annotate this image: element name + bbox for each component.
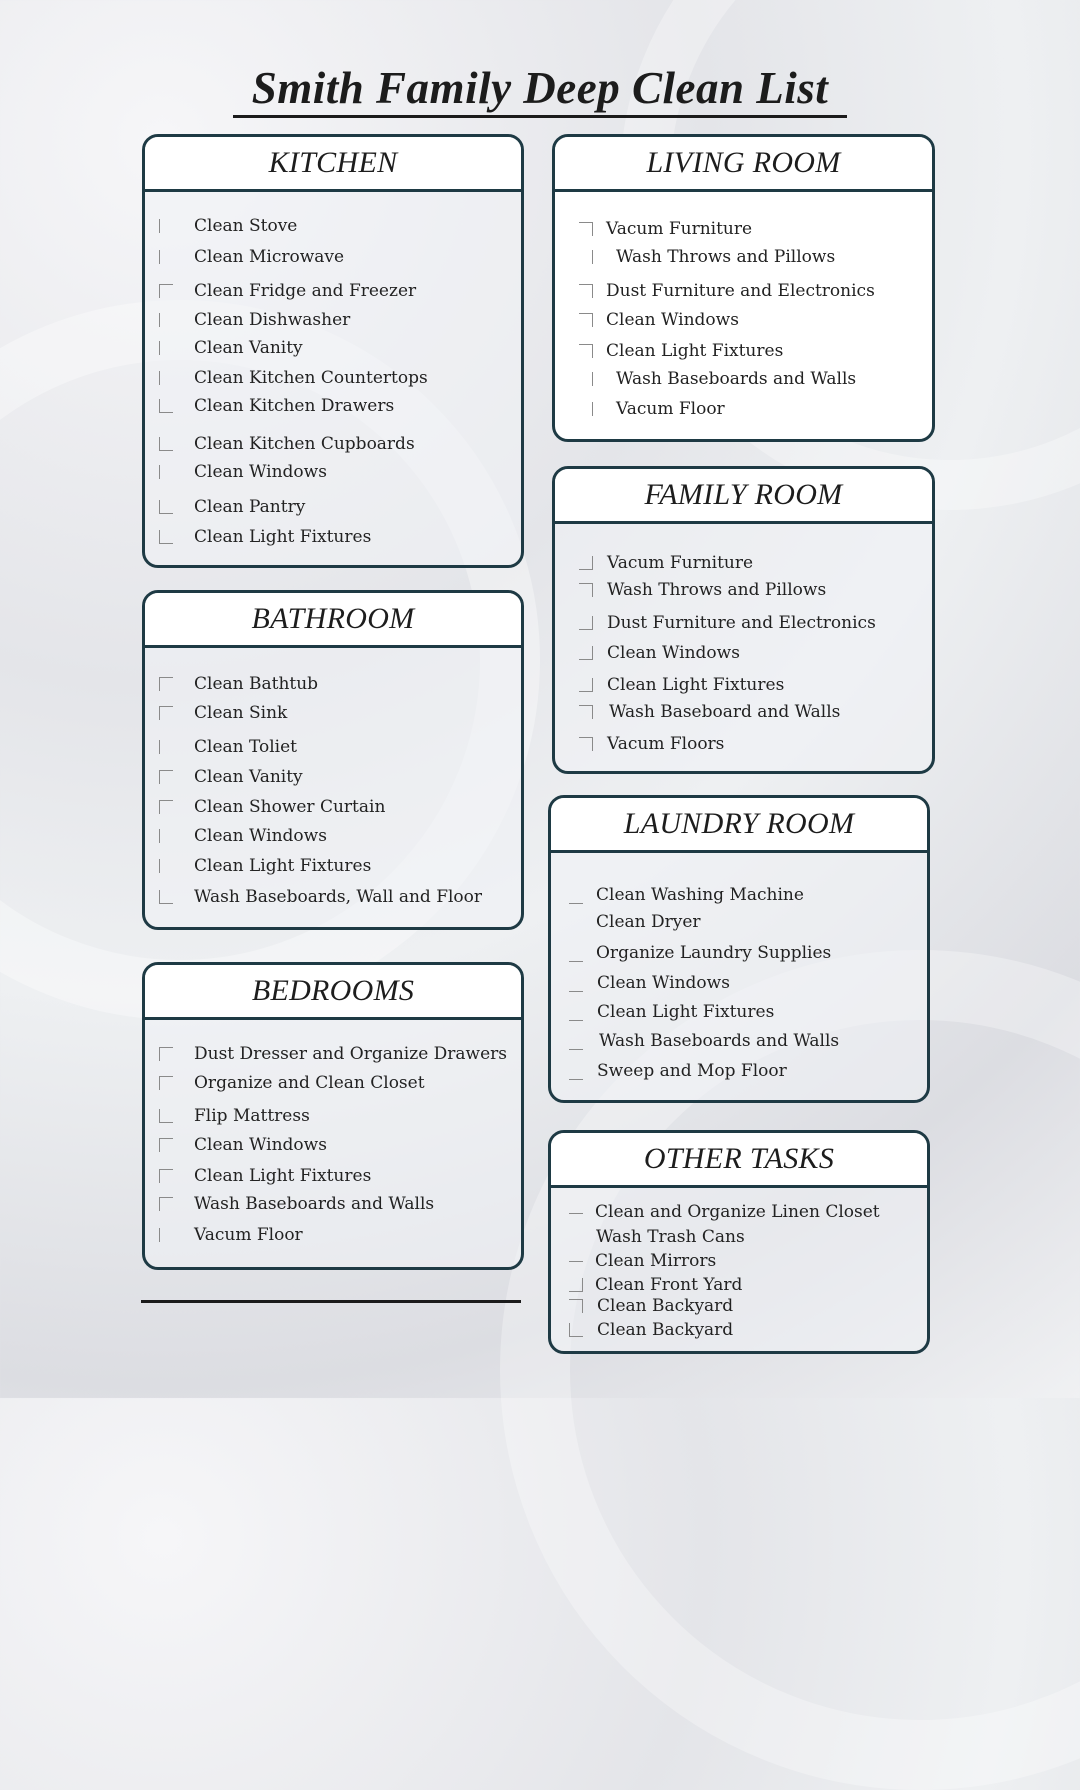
checkbox[interactable] (579, 737, 593, 751)
checkbox[interactable] (579, 583, 593, 597)
checkbox[interactable] (159, 437, 173, 451)
title-underline (233, 115, 847, 118)
checklist-item[interactable] (145, 1223, 303, 1247)
checklist-item[interactable] (551, 1318, 733, 1342)
checkbox[interactable] (569, 915, 583, 929)
checklist-item[interactable] (145, 765, 303, 789)
item-label: Clean Bathtub (194, 674, 319, 694)
item-label: Clean Dryer (596, 912, 701, 932)
checklist-item[interactable] (145, 1104, 310, 1128)
checkbox[interactable] (159, 399, 173, 413)
item-label: Clean Light Fixtures (597, 1002, 775, 1022)
checklist-item[interactable] (551, 910, 701, 934)
checklist-item[interactable] (555, 308, 739, 332)
checklist-item[interactable] (145, 245, 344, 269)
checklist-item[interactable] (551, 1225, 745, 1249)
item-label: Clean Light Fixtures (194, 527, 372, 547)
checkbox[interactable] (569, 984, 583, 992)
checkbox[interactable] (569, 1230, 583, 1244)
item-label: Wash Baseboards and Walls (599, 1031, 840, 1051)
checkbox[interactable] (569, 1323, 583, 1337)
living-room-card (552, 134, 935, 442)
checkbox[interactable] (159, 706, 173, 720)
checklist-item[interactable] (551, 971, 730, 995)
checkbox[interactable] (579, 556, 593, 570)
item-label: Clean Shower Curtain (194, 797, 386, 817)
checklist-item[interactable] (145, 432, 415, 456)
checklist-item[interactable] (555, 245, 835, 269)
checklist-item[interactable] (145, 795, 385, 819)
item-label: Clean Sink (194, 703, 288, 723)
item-label: Clean Windows (606, 310, 739, 330)
item-label: Wash Baseboards, Wall and Floor (194, 887, 483, 907)
checklist-item[interactable] (555, 700, 840, 724)
item-label: Dust Furniture and Electronics (607, 613, 876, 633)
bedrooms-header (145, 965, 521, 1020)
checkbox[interactable] (159, 1228, 173, 1242)
checklist-item[interactable] (145, 1192, 434, 1216)
checklist-item[interactable] (145, 1071, 425, 1095)
item-label: Clean Kitchen Drawers (194, 396, 395, 416)
checkbox[interactable] (159, 1076, 173, 1090)
checkbox[interactable] (159, 677, 173, 691)
checklist-item[interactable] (551, 883, 804, 907)
checkbox[interactable] (569, 954, 583, 962)
checkbox[interactable] (159, 740, 173, 754)
item-label: Wash Baseboards and Walls (194, 1194, 435, 1214)
item-label: Organize Laundry Supplies (596, 943, 832, 963)
checkbox[interactable] (569, 896, 583, 904)
checklist-item[interactable] (555, 279, 875, 303)
other-tasks-header (551, 1133, 927, 1188)
checklist-item[interactable] (145, 854, 371, 878)
item-label: Clean Stove (194, 216, 298, 236)
item-label: Dust Dresser and Organize Drawers (194, 1044, 508, 1064)
checklist-item[interactable] (145, 824, 327, 848)
family-room-card (552, 466, 935, 774)
checklist-item[interactable] (145, 701, 287, 725)
checklist-item[interactable] (551, 1059, 787, 1083)
item-label: Clean Kitchen Cupboards (194, 434, 415, 454)
checklist-item[interactable] (555, 367, 856, 391)
checkbox[interactable] (159, 859, 173, 873)
checkbox[interactable] (592, 250, 606, 264)
checklist-item[interactable] (555, 551, 753, 575)
item-label: Vacum Floors (607, 734, 725, 754)
checkbox[interactable] (579, 616, 593, 630)
bathroom-card (142, 590, 524, 930)
other-tasks-card (548, 1130, 930, 1354)
item-label: Clean Light Fixtures (607, 675, 785, 695)
bedrooms-title: BEDROOMS (251, 974, 415, 1007)
item-label: Clean Light Fixtures (194, 856, 372, 876)
checklist-item[interactable] (551, 1029, 839, 1053)
item-label: Clean Vanity (194, 767, 303, 787)
family-room-header (555, 469, 932, 524)
checkbox[interactable] (592, 402, 606, 416)
checkbox[interactable] (592, 372, 606, 386)
checkbox[interactable] (569, 1299, 583, 1313)
bedrooms-card (142, 962, 524, 1270)
checklist-item[interactable] (145, 336, 303, 360)
checkbox[interactable] (569, 1260, 583, 1262)
signature-line (141, 1300, 521, 1303)
item-label: Clean Dishwasher (194, 310, 351, 330)
item-label: Organize and Clean Closet (194, 1073, 425, 1093)
checkbox[interactable] (159, 530, 173, 544)
checkbox[interactable] (159, 1109, 173, 1123)
checkbox[interactable] (159, 829, 173, 843)
item-label: Clean Mirrors (595, 1251, 717, 1271)
living-room-title: LIVING ROOM (646, 146, 841, 179)
checkbox[interactable] (569, 1210, 583, 1214)
checklist-item[interactable] (145, 1164, 371, 1188)
item-label: Clean Pantry (194, 497, 306, 517)
item-label: Clean and Organize Linen Closet (595, 1202, 880, 1222)
checkbox[interactable] (569, 1013, 583, 1021)
checklist-item[interactable] (551, 1294, 733, 1318)
item-label: Clean Light Fixtures (606, 341, 784, 361)
checklist-item[interactable] (145, 214, 297, 238)
checklist-item[interactable] (145, 735, 297, 759)
checklist-item[interactable] (145, 308, 350, 332)
checklist-item[interactable] (555, 611, 876, 635)
checkbox[interactable] (159, 219, 173, 233)
checklist-item[interactable] (555, 641, 740, 665)
item-label: Clean Windows (194, 826, 327, 846)
item-label: Clean Front Yard (595, 1275, 743, 1295)
laundry-room-header (551, 798, 927, 853)
item-label: Flip Mattress (194, 1106, 310, 1126)
checkbox[interactable] (159, 1138, 173, 1152)
checklist-item[interactable] (145, 460, 327, 484)
checkbox[interactable] (569, 1072, 583, 1080)
checkbox[interactable] (159, 313, 173, 327)
item-label: Clean Kitchen Countertops (194, 368, 428, 388)
laundry-room-title: LAUNDRY ROOM (623, 807, 855, 840)
bathroom-header (145, 593, 521, 648)
checklist-item[interactable] (145, 366, 428, 390)
item-label: Wash Baseboards and Walls (616, 369, 857, 389)
checkbox[interactable] (579, 678, 593, 692)
item-label: Clean Windows (194, 462, 327, 482)
checklist-item[interactable] (551, 1200, 880, 1224)
page-title: Smith Family Deep Clean List (251, 63, 829, 113)
checkbox[interactable] (579, 284, 593, 298)
item-label: Vacum Furniture (607, 553, 754, 573)
checkbox[interactable] (159, 465, 173, 479)
item-label: Clean Windows (597, 973, 730, 993)
item-label: Clean Toliet (194, 737, 298, 757)
checkbox[interactable] (579, 646, 593, 660)
living-room-header (555, 137, 932, 192)
checklist-item[interactable] (551, 1000, 774, 1024)
item-label: Clean Backyard (597, 1320, 734, 1340)
checkbox[interactable] (579, 344, 593, 358)
checkbox[interactable] (159, 770, 173, 784)
checkbox[interactable] (159, 284, 173, 298)
checkbox[interactable] (159, 1169, 173, 1183)
item-label: Clean Fridge and Freezer (194, 281, 417, 301)
checklist-item[interactable] (145, 1133, 327, 1157)
item-label: Clean Light Fixtures (194, 1166, 372, 1186)
checklist-item[interactable] (551, 1249, 716, 1273)
kitchen-header (145, 137, 521, 192)
checklist-item[interactable] (145, 394, 394, 418)
item-label: Sweep and Mop Floor (597, 1061, 787, 1081)
checkbox[interactable] (579, 705, 593, 719)
item-label: Vacum Furniture (606, 219, 753, 239)
item-label: Clean Backyard (597, 1296, 734, 1316)
checklist-item[interactable] (551, 941, 831, 965)
checklist-item[interactable] (145, 1042, 507, 1066)
item-label: Vacum Floor (616, 399, 725, 419)
checklist-item[interactable] (145, 885, 482, 909)
item-label: Wash Trash Cans (596, 1227, 745, 1247)
item-label: Clean Windows (194, 1135, 327, 1155)
item-label: Clean Windows (607, 643, 740, 663)
bathroom-title: BATHROOM (251, 602, 415, 635)
item-label: Dust Furniture and Electronics (606, 281, 875, 301)
checklist-item[interactable] (555, 673, 784, 697)
checklist-item[interactable] (555, 578, 826, 602)
item-label: Wash Throws and Pillows (616, 247, 836, 267)
checkbox[interactable] (159, 500, 173, 514)
checkbox[interactable] (579, 222, 593, 236)
checkbox[interactable] (159, 890, 173, 904)
item-label: Clean Washing Machine (596, 885, 804, 905)
checkbox[interactable] (579, 313, 593, 327)
checklist-item[interactable] (145, 495, 305, 519)
checklist-item[interactable] (555, 217, 752, 241)
checklist-item[interactable] (145, 672, 318, 696)
item-label: Wash Throws and Pillows (607, 580, 827, 600)
checkbox[interactable] (159, 250, 173, 264)
checklist-item[interactable] (555, 732, 724, 756)
checklist-item[interactable] (555, 339, 783, 363)
checklist-item[interactable] (145, 279, 416, 303)
checkbox[interactable] (159, 800, 173, 814)
other-tasks-title: OTHER TASKS (643, 1142, 835, 1175)
item-label: Clean Vanity (194, 338, 303, 358)
kitchen-title: KITCHEN (268, 146, 398, 179)
checkbox[interactable] (159, 1197, 173, 1211)
checkbox[interactable] (569, 1042, 583, 1050)
family-room-title: FAMILY ROOM (644, 478, 843, 511)
item-label: Vacum Floor (194, 1225, 303, 1245)
laundry-room-card (548, 795, 930, 1103)
item-label: Wash Baseboard and Walls (609, 702, 841, 722)
checkbox[interactable] (569, 1278, 583, 1292)
kitchen-card (142, 134, 524, 568)
checkbox[interactable] (159, 371, 173, 385)
checklist-item[interactable] (145, 525, 371, 549)
checklist-item[interactable] (555, 397, 725, 421)
checkbox[interactable] (159, 341, 173, 355)
checkbox[interactable] (159, 1047, 173, 1061)
item-label: Clean Microwave (194, 247, 345, 267)
